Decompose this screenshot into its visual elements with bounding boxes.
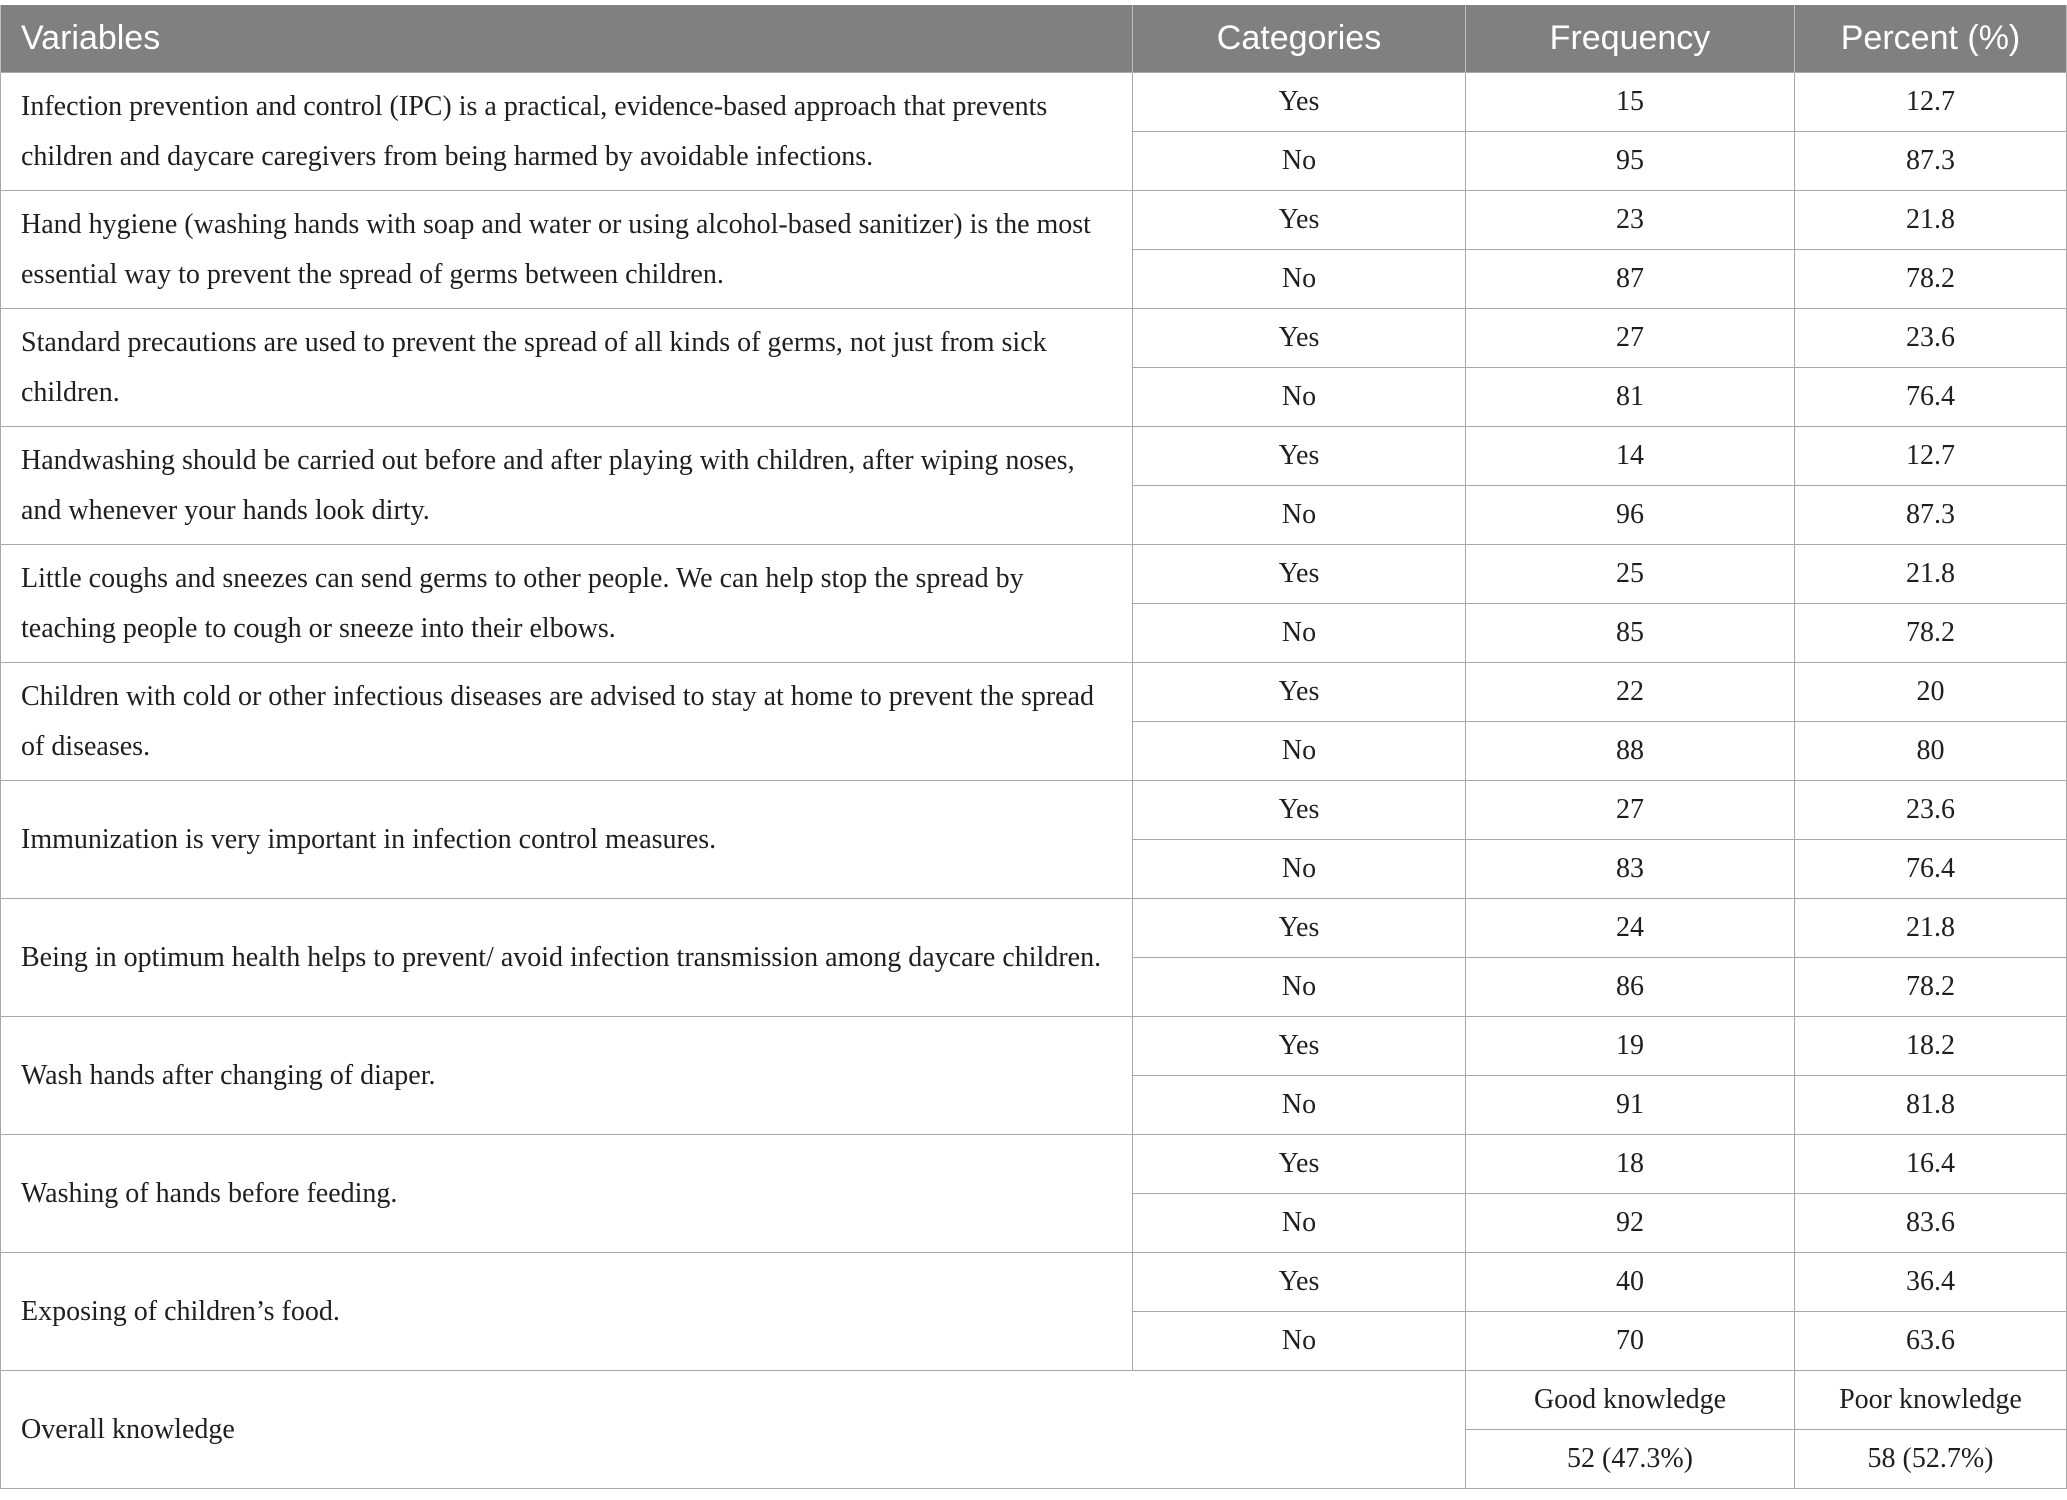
header-row <box>1 5 2067 73</box>
table-row <box>1 663 2067 722</box>
header-variables: Variables <box>1 5 1133 73</box>
category-cell: No <box>1133 250 1466 309</box>
frequency-cell: 87 <box>1466 250 1795 309</box>
frequency-cell: 70 <box>1466 1312 1795 1371</box>
good-knowledge-label: Good knowledge <box>1466 1371 1795 1430</box>
variable-cell: Washing of hands before feeding. <box>1 1135 1133 1253</box>
percent-cell: 83.6 <box>1795 1194 2067 1253</box>
category-cell: No <box>1133 604 1466 663</box>
percent-cell: 21.8 <box>1795 545 2067 604</box>
table-row <box>1 427 2067 486</box>
variable-cell: Being in optimum health helps to prevent/ avoid infection transmission among daycare children. <box>1 899 1133 1017</box>
category-cell: Yes <box>1133 427 1466 486</box>
percent-cell: 78.2 <box>1795 250 2067 309</box>
percent-cell: 81.8 <box>1795 1076 2067 1135</box>
category-cell: Yes <box>1133 309 1466 368</box>
category-cell: No <box>1133 1194 1466 1253</box>
overall-row <box>1 1371 2067 1430</box>
category-cell: No <box>1133 1076 1466 1135</box>
category-cell: Yes <box>1133 191 1466 250</box>
frequency-cell: 86 <box>1466 958 1795 1017</box>
percent-cell: 23.6 <box>1795 781 2067 840</box>
percent-cell: 16.4 <box>1795 1135 2067 1194</box>
percent-cell: 23.6 <box>1795 309 2067 368</box>
frequency-cell: 27 <box>1466 781 1795 840</box>
category-cell: No <box>1133 486 1466 545</box>
frequency-cell: 19 <box>1466 1017 1795 1076</box>
table-row <box>1 545 2067 604</box>
category-cell: No <box>1133 722 1466 781</box>
category-cell: Yes <box>1133 781 1466 840</box>
header-categories: Categories <box>1133 5 1466 73</box>
variable-cell: Infection prevention and control (IPC) is a practical, evidence-based approach that prevents children and daycare caregivers from being harmed by avoidable infections. <box>1 73 1133 191</box>
category-cell: No <box>1133 958 1466 1017</box>
frequency-cell: 14 <box>1466 427 1795 486</box>
frequency-cell: 15 <box>1466 73 1795 132</box>
percent-cell: 63.6 <box>1795 1312 2067 1371</box>
variable-cell: Exposing of children’s food. <box>1 1253 1133 1371</box>
table-row <box>1 309 2067 368</box>
poor-knowledge-label: Poor knowledge <box>1795 1371 2067 1430</box>
frequency-cell: 27 <box>1466 309 1795 368</box>
variable-cell: Little coughs and sneezes can send germs to other people. We can help stop the spread by teaching people to cough or sneeze into their elbows. <box>1 545 1133 663</box>
table-row <box>1 1017 2067 1076</box>
category-cell: Yes <box>1133 1017 1466 1076</box>
category-cell: No <box>1133 840 1466 899</box>
percent-cell: 76.4 <box>1795 368 2067 427</box>
category-cell: Yes <box>1133 1135 1466 1194</box>
header-percent: Percent (%) <box>1795 5 2067 73</box>
percent-cell: 80 <box>1795 722 2067 781</box>
frequency-cell: 83 <box>1466 840 1795 899</box>
variable-cell: Standard precautions are used to prevent the spread of all kinds of germs, not just from sick children. <box>1 309 1133 427</box>
category-cell: Yes <box>1133 545 1466 604</box>
frequency-cell: 96 <box>1466 486 1795 545</box>
table-row <box>1 899 2067 958</box>
table-row <box>1 1135 2067 1194</box>
table-body <box>1 73 2067 1489</box>
table-row <box>1 1253 2067 1312</box>
category-cell: Yes <box>1133 73 1466 132</box>
overall-knowledge-label: Overall knowledge <box>1 1371 1466 1489</box>
frequency-cell: 81 <box>1466 368 1795 427</box>
frequency-cell: 22 <box>1466 663 1795 722</box>
frequency-cell: 95 <box>1466 132 1795 191</box>
table-row <box>1 781 2067 840</box>
category-cell: Yes <box>1133 663 1466 722</box>
frequency-cell: 88 <box>1466 722 1795 781</box>
category-cell: No <box>1133 1312 1466 1371</box>
category-cell: Yes <box>1133 1253 1466 1312</box>
table-row <box>1 191 2067 250</box>
percent-cell: 21.8 <box>1795 191 2067 250</box>
variable-cell: Hand hygiene (washing hands with soap and water or using alcohol-based sanitizer) is the most essential way to prevent the spread of germs between children. <box>1 191 1133 309</box>
frequency-cell: 24 <box>1466 899 1795 958</box>
percent-cell: 87.3 <box>1795 486 2067 545</box>
frequency-cell: 18 <box>1466 1135 1795 1194</box>
category-cell: No <box>1133 368 1466 427</box>
percent-cell: 20 <box>1795 663 2067 722</box>
percent-cell: 36.4 <box>1795 1253 2067 1312</box>
variable-cell: Wash hands after changing of diaper. <box>1 1017 1133 1135</box>
poor-knowledge-value: 58 (52.7%) <box>1795 1430 2067 1489</box>
percent-cell: 21.8 <box>1795 899 2067 958</box>
frequency-cell: 91 <box>1466 1076 1795 1135</box>
percent-cell: 76.4 <box>1795 840 2067 899</box>
frequency-cell: 40 <box>1466 1253 1795 1312</box>
percent-cell: 12.7 <box>1795 427 2067 486</box>
percent-cell: 87.3 <box>1795 132 2067 191</box>
frequency-cell: 23 <box>1466 191 1795 250</box>
frequency-cell: 92 <box>1466 1194 1795 1253</box>
frequency-cell: 25 <box>1466 545 1795 604</box>
variable-cell: Handwashing should be carried out before and after playing with children, after wiping noses, and whenever your hands look dirty. <box>1 427 1133 545</box>
category-cell: Yes <box>1133 899 1466 958</box>
percent-cell: 78.2 <box>1795 958 2067 1017</box>
frequency-cell: 85 <box>1466 604 1795 663</box>
header-frequency: Frequency <box>1466 5 1795 73</box>
category-cell: No <box>1133 132 1466 191</box>
variable-cell: Children with cold or other infectious diseases are advised to stay at home to prevent the spread of diseases. <box>1 663 1133 781</box>
percent-cell: 12.7 <box>1795 73 2067 132</box>
good-knowledge-value: 52 (47.3%) <box>1466 1430 1795 1489</box>
knowledge-table <box>0 5 2067 1489</box>
percent-cell: 18.2 <box>1795 1017 2067 1076</box>
variable-cell: Immunization is very important in infection control measures. <box>1 781 1133 899</box>
table-row <box>1 73 2067 132</box>
percent-cell: 78.2 <box>1795 604 2067 663</box>
